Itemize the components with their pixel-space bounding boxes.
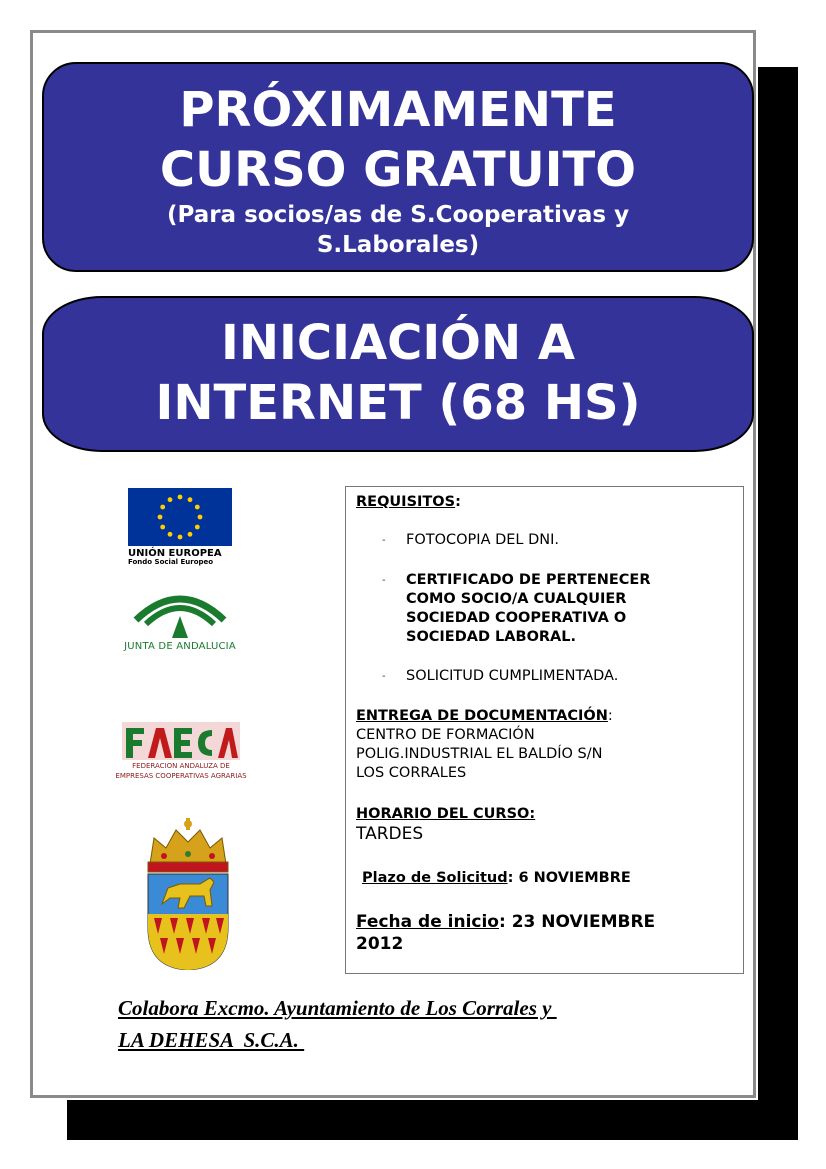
delivery-section <box>356 707 613 783</box>
requirement-item-2-line-1: CERTIFICADO DE PERTENECER <box>406 572 651 588</box>
page-shadow-right <box>758 67 798 1140</box>
delivery-line-1: CENTRO DE FORMACIÓN <box>356 727 535 743</box>
requirement-item-1: FOTOCOPIA DEL DNI. <box>406 532 560 548</box>
course-title-line-2: INTERNET (68 HS) <box>155 375 641 431</box>
eu-flag-logo <box>128 488 232 546</box>
requirements-heading: REQUISITOS <box>356 494 456 510</box>
delivery-line-2: POLIG.INDUSTRIAL EL BALDÍO S/N <box>356 746 603 762</box>
delivery-colon: : <box>607 708 613 724</box>
faeca-logo <box>122 722 240 762</box>
deadline-value: : 6 NOVIEMBRE <box>507 870 631 886</box>
los-corrales-coat-of-arms-icon <box>140 818 236 970</box>
start-year: 2012 <box>356 934 404 954</box>
header-subtitle <box>44 200 752 260</box>
deadline-row <box>362 869 631 888</box>
requirement-item-2-line-4: SOCIEDAD LABORAL. <box>406 629 577 645</box>
course-title-banner <box>42 296 754 452</box>
junta-andalucia-logo <box>130 586 230 640</box>
page-shadow-bottom <box>67 1100 798 1140</box>
requirements-heading-row <box>356 493 461 512</box>
footer-collaborator-line-2: LA DEHESA S.C.A. <box>118 1028 305 1052</box>
eu-logo-subtitle: Fondo Social Europeo <box>128 558 214 566</box>
header-line-2: CURSO GRATUITO <box>159 142 637 198</box>
schedule-value: TARDES <box>356 824 424 844</box>
requirement-item-3: SOLICITUD CUMPLIMENTADA. <box>406 668 619 684</box>
deadline-label: Plazo de Solicitud <box>362 870 508 886</box>
requirements-colon: : <box>455 494 461 510</box>
bullet-dash: - <box>382 575 386 586</box>
requirement-item-2-line-3: SOCIEDAD COOPERATIVA O <box>406 610 627 626</box>
bullet-dash: - <box>382 535 386 546</box>
header-subtitle-line-1: (Para socios/as de S.Cooperativas y <box>166 202 630 228</box>
course-title-line-1: INICIACIÓN A <box>220 315 576 371</box>
footer-collaborator-line-1: Colabora Excmo. Ayuntamiento de Los Corrales y <box>118 996 557 1020</box>
delivery-heading: ENTREGA DE DOCUMENTACIÓN <box>356 708 608 724</box>
start-value: : 23 NOVIEMBRE <box>498 912 656 932</box>
crown-icon <box>148 818 228 872</box>
start-label: Fecha de inicio <box>356 912 499 932</box>
requirement-item-2-line-2: COMO SOCIO/A CUALQUIER <box>406 591 627 607</box>
schedule-heading: HORARIO DEL CURSO: <box>356 806 536 822</box>
requirements-box <box>345 486 744 974</box>
header-line-1: PRÓXIMAMENTE <box>179 82 617 138</box>
eu-logo-title: UNIÓN EUROPEA <box>128 548 222 559</box>
junta-logo-text: JUNTA DE ANDALUCIA <box>124 641 236 652</box>
faeca-logo-line-1: FEDERACION ANDALUZA DE <box>132 762 230 770</box>
delivery-line-3: LOS CORRALES <box>356 765 467 781</box>
bullet-dash: - <box>382 671 386 682</box>
faeca-logo-line-2: EMPRESAS COOPERATIVAS AGRARIAS <box>115 772 247 780</box>
start-date-block <box>356 911 655 955</box>
header-subtitle-line-2: S.Laborales) <box>316 232 480 258</box>
requirement-item-2 <box>406 571 651 647</box>
header-banner <box>42 62 754 272</box>
